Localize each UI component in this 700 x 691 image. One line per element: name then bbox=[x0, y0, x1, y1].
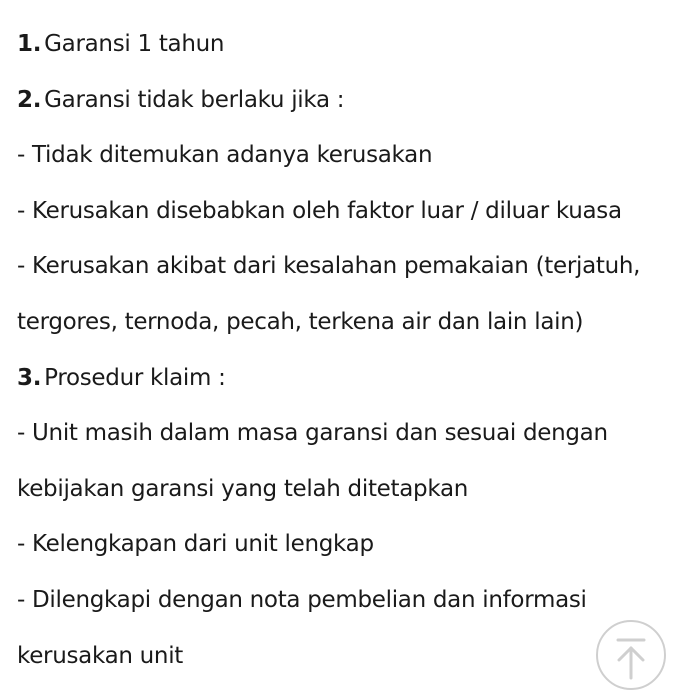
line-text: - Unit masih dalam masa garansi dan sesuai dengan bbox=[17, 420, 608, 447]
text-line-3 bbox=[17, 137, 687, 193]
text-line-1 bbox=[17, 26, 687, 82]
list-number: 2. bbox=[17, 86, 42, 113]
text-line-10 bbox=[17, 526, 687, 582]
line-text: - Dilengkapi dengan nota pembelian dan informasi bbox=[17, 586, 587, 613]
list-number: 1. bbox=[17, 31, 42, 57]
line-text: Garansi tidak berlaku jika : bbox=[44, 86, 345, 113]
text-line-6 bbox=[17, 304, 687, 360]
line-text: - Tidak ditemukan adanya kerusakan bbox=[17, 142, 433, 169]
text-line-5 bbox=[17, 248, 687, 304]
line-text: - Kerusakan akibat dari kesalahan pemakaian (terjatuh, bbox=[17, 253, 641, 280]
text-line-7 bbox=[17, 360, 687, 416]
line-text: kebijakan garansi yang telah ditetapkan bbox=[17, 475, 469, 502]
line-text: Garansi 1 tahun bbox=[44, 31, 225, 57]
arrow-up-to-top-icon bbox=[598, 622, 664, 688]
text-line-4 bbox=[17, 193, 687, 249]
text-line-12 bbox=[17, 638, 687, 691]
line-text: Prosedur klaim : bbox=[44, 364, 226, 391]
text-line-11 bbox=[17, 582, 687, 638]
text-line-9 bbox=[17, 471, 687, 527]
line-text: - Kelengkapan dari unit lengkap bbox=[17, 531, 374, 558]
scroll-to-top-button[interactable] bbox=[596, 620, 666, 690]
line-text: kerusakan unit bbox=[17, 642, 184, 669]
line-text: tergores, ternoda, pecah, terkena air dan lain lain) bbox=[17, 308, 584, 335]
line-text: - Kerusakan disebabkan oleh faktor luar / diluar kuasa bbox=[17, 197, 622, 224]
text-line-8 bbox=[17, 415, 687, 471]
list-number: 3. bbox=[17, 364, 42, 391]
warranty-text-block bbox=[17, 26, 687, 691]
text-line-2 bbox=[17, 82, 687, 138]
